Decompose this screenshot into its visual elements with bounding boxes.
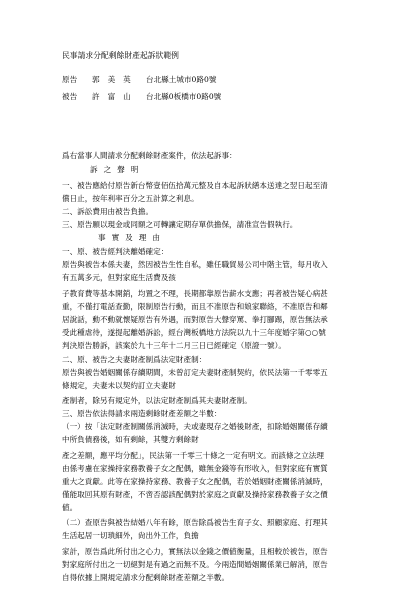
facts-line: 受此種虐待，遂提起離婚訴訟，經台灣板橋地方法院以九十三年度婚字第○○號 — [62, 328, 326, 337]
claim-line: 三、原告願以現金或同額之可轉讓定期存單供擔保，請准宣告假執行。 — [62, 220, 298, 229]
defendant-address: 台北縣0板橋市0路0號 — [146, 92, 222, 101]
facts-line: 重，不僅打電話查勤，限制原告行動，而且不准原告和娘家聯絡，不准原告和鄰 — [62, 302, 328, 311]
facts-line: 一、原、被告經判決離婚確定： — [62, 247, 169, 256]
facts-line: 値。 — [62, 503, 78, 512]
facts-line: （一）按「法定財產制關係消滅時，夫或妻現存之婚後財產，扣除婚姻關係存續 — [62, 422, 328, 431]
plaintiff-name: 郭美英 — [92, 75, 139, 84]
facts-line: 產之差額，應平均分配」，民法第一千零三十條之一定有明文。而該條之立法理 — [62, 451, 324, 460]
facts-line: 由係考慮在家操持家務教養子女之配偶，雖無金錢等有形收入，但對家庭有實質 — [62, 464, 328, 473]
facts-line: 條規定，夫妻未以契約訂立夫妻財 — [62, 381, 176, 390]
facts-line: 三、原告依法得請求兩造剩餘財產差額之半數： — [62, 409, 222, 418]
facts-line: 產制者，除另有規定外，以法定財產制爲其夫妻財產制。 — [62, 396, 252, 405]
facts-heading: 事實及理由 — [98, 233, 166, 242]
facts-line: 自得依據上開規定請求分配剩餘財產差額之半數。 — [62, 573, 230, 582]
facts-line: 中所負債務後，如有剩餘，其雙方剩餘財 — [62, 435, 199, 444]
intro-line: 爲右當事人間請求分配剩餘財產案件，依法起訴事： — [62, 151, 237, 160]
facts-line: 家計，原告爲此所付出之心力，實無法以金錢之價値衡量，且相較於被告，原告 — [62, 547, 328, 556]
facts-line: 判決原告勝訴，該案於九十三年十二月三日已經確定（原證一號）。 — [62, 341, 287, 350]
claim-line: 償日止，按年利率百分之五計算之利息。 — [62, 194, 199, 203]
claim-line: 一、被告應給付原告新台幣壹佰伍拾萬元整及自本起訴狀繕本送達之翌日起至清 — [62, 181, 328, 190]
defendant-name: 許富山 — [92, 92, 139, 101]
plaintiff-role: 原告 — [62, 75, 78, 84]
facts-line: 重大之貢獻。此等在家操持家務、教養子女之配偶，若於婚姻財產關係消滅時， — [62, 477, 328, 486]
facts-line: 對家庭所付出之一切絕對是有過之而無不及。今兩造間婚姻關係業已解消，原告 — [62, 560, 328, 569]
facts-line: 二、原、被告之夫妻財產制爲法定財產制： — [62, 355, 207, 364]
plaintiff-address: 台北縣土城市0路0號 — [146, 75, 217, 84]
facts-line: （二）查原告與被告結婚八年有餘，原告除爲被告生育子女、照顧家庭、打理其 — [62, 518, 328, 527]
claim-line: 二、訴訟費用由被告負擔。 — [62, 207, 154, 216]
facts-line: 居說話，動不動就懷疑原告有外遇，而對原告大聲穿罵、拳打腳踢，原告無法承 — [62, 315, 328, 324]
defendant-role: 被告 — [62, 92, 78, 101]
facts-line: 生活起居一切瑣細外，尙出外工作，負擔 — [62, 531, 199, 540]
claims-heading: 訴之聲明 — [90, 165, 145, 174]
document-title: 民事請求分配剩餘財產起訴狀範例 — [62, 51, 179, 60]
facts-line: 原告與被告婚姻關係存續期間，未曾訂定夫妻財產制契約，依民法第一千零零五 — [62, 368, 328, 377]
facts-line: 原告與被告本係夫妻，然因被告生性自私，雖任職貿易公司中階主管，每月收入 — [62, 260, 328, 269]
facts-line: 有五萬多元，但對家庭生活費及孩 — [62, 273, 176, 282]
facts-line: 子教育費等基本開銷，均置之不理，長期都靠原告薪水支應；再者被告疑心病甚 — [62, 289, 328, 298]
facts-line: 僅能取回其原有財產，不啻否認該配偶對於家庭之貢獻及操持家務教養子女之價 — [62, 490, 328, 499]
